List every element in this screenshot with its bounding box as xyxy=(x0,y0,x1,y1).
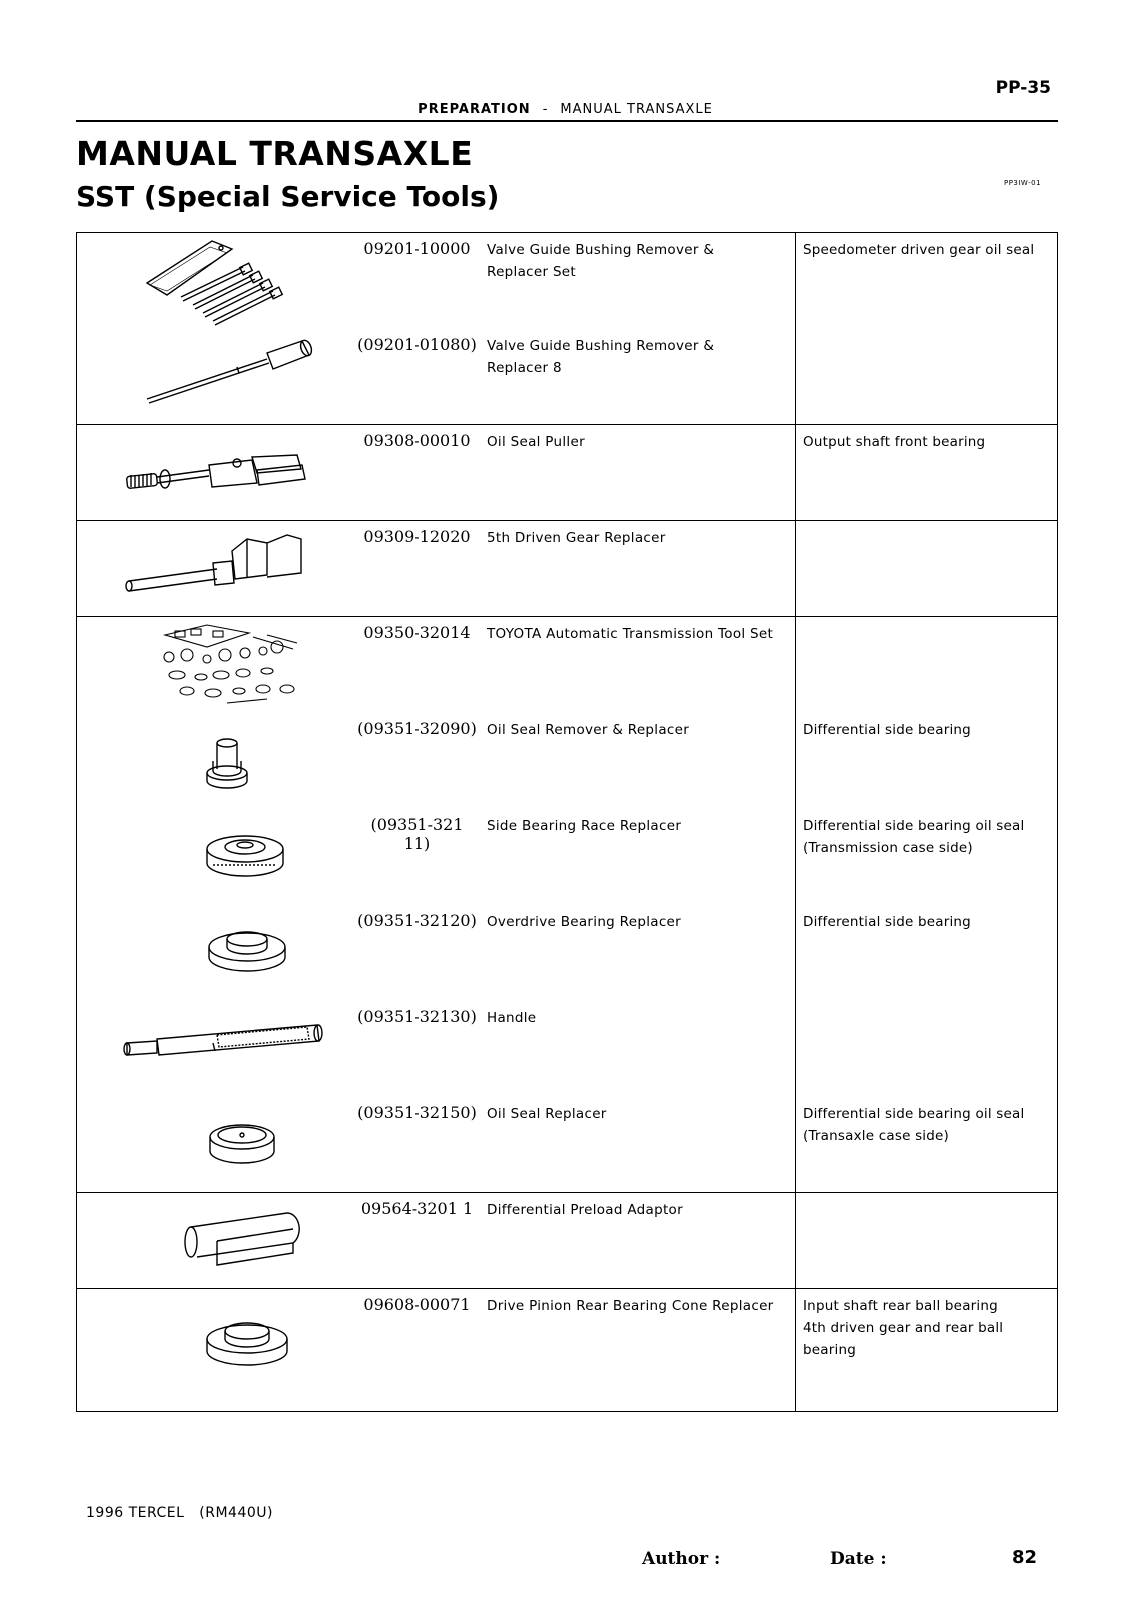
table-group xyxy=(77,521,1057,617)
table-row xyxy=(77,1193,1057,1291)
part-name: Drive Pinion Rear Bearing Cone Replacer xyxy=(487,1298,774,1314)
footer-model: 1996 TERCEL (RM440U) xyxy=(86,1505,273,1521)
table-row xyxy=(77,1001,1057,1099)
table-row xyxy=(77,233,1057,331)
part-name: Overdrive Bearing Replacer xyxy=(487,914,681,930)
part-name: Side Bearing Race Replacer xyxy=(487,818,682,834)
footer-author-label: Author : xyxy=(642,1549,721,1569)
part-number: (09351-32120) xyxy=(357,911,477,930)
part-number: 09309-12020 xyxy=(363,527,471,546)
part-usage: Input shaft rear ball bearing 4th driven gear and rear ball bearing xyxy=(803,1298,1004,1358)
part-number: (09351-32130) xyxy=(357,1007,477,1026)
header-rule xyxy=(76,120,1058,122)
part-number: 09564-3201 1 xyxy=(360,1199,474,1218)
table-row xyxy=(77,425,1057,523)
page-subtitle: SST (Special Service Tools) xyxy=(76,180,500,213)
bearing-replacer-icon xyxy=(117,905,357,1003)
part-number: (09201-01080) xyxy=(357,335,477,354)
race-replacer-icon xyxy=(117,809,357,907)
part-number: (09351-321 11) xyxy=(370,815,464,853)
part-number: 09308-00010 xyxy=(363,431,471,450)
page-code: PP-35 xyxy=(995,78,1051,98)
cone-replacer-icon xyxy=(117,1289,357,1387)
section-name: PREPARATION xyxy=(418,102,531,117)
part-number: 09201-10000 xyxy=(363,239,471,258)
part-usage: Differential side bearing xyxy=(803,914,971,930)
sst-table xyxy=(76,232,1058,1412)
part-number: 09350-32014 xyxy=(363,623,471,642)
table-group xyxy=(77,1289,1057,1411)
bushing-remover-icon xyxy=(117,329,357,427)
table-row xyxy=(77,1097,1057,1195)
table-group xyxy=(77,1193,1057,1289)
part-usage: Differential side bearing oil seal (Transmission case side) xyxy=(803,818,1025,856)
table-group xyxy=(77,617,1057,1193)
part-name: Valve Guide Bushing Remover & Replacer Set xyxy=(487,242,715,280)
table-row xyxy=(77,905,1057,1003)
gear-replacer-icon xyxy=(117,521,357,619)
section-header xyxy=(0,102,1131,117)
subsection-name: MANUAL TRANSAXLE xyxy=(560,102,713,117)
table-row xyxy=(77,617,1057,715)
footer-date-label: Date : xyxy=(830,1549,887,1569)
part-name: Valve Guide Bushing Remover & Replacer 8 xyxy=(487,338,715,376)
table-row xyxy=(77,1289,1057,1387)
part-usage: Differential side bearing oil seal (Transaxle case side) xyxy=(803,1106,1025,1144)
table-row xyxy=(77,329,1057,427)
part-name: Oil Seal Puller xyxy=(487,434,585,450)
footer-page-number: 82 xyxy=(1012,1547,1038,1568)
table-group xyxy=(77,425,1057,521)
part-usage: Speedometer driven gear oil seal xyxy=(803,242,1035,258)
part-name: Oil Seal Remover & Replacer xyxy=(487,722,690,738)
table-group xyxy=(77,233,1057,425)
part-name: TOYOTA Automatic Transmission Tool Set xyxy=(487,626,774,642)
part-number: (09351-32150) xyxy=(357,1103,477,1122)
oil-seal-replacer-icon xyxy=(117,1097,357,1195)
part-number: 09608-00071 xyxy=(363,1295,471,1314)
tool-set-icon xyxy=(117,617,357,715)
part-name: 5th Driven Gear Replacer xyxy=(487,530,666,546)
seal-remover-icon xyxy=(117,713,357,811)
part-name: Oil Seal Replacer xyxy=(487,1106,607,1122)
part-number: (09351-32090) xyxy=(357,719,477,738)
page-title: MANUAL TRANSAXLE xyxy=(76,134,474,173)
part-usage: Differential side bearing xyxy=(803,722,971,738)
section-separator: - xyxy=(542,102,549,117)
preload-adaptor-icon xyxy=(117,1193,357,1291)
valve-guide-set-icon xyxy=(117,233,357,331)
part-name: Handle xyxy=(487,1010,537,1026)
oil-seal-puller-icon xyxy=(117,425,357,523)
part-usage: Output shaft front bearing xyxy=(803,434,986,450)
table-row xyxy=(77,521,1057,619)
document-code: PP3IW-01 xyxy=(1003,179,1041,187)
handle-icon xyxy=(117,1001,357,1099)
table-row xyxy=(77,809,1057,907)
table-row xyxy=(77,713,1057,811)
part-name: Differential Preload Adaptor xyxy=(487,1202,683,1218)
